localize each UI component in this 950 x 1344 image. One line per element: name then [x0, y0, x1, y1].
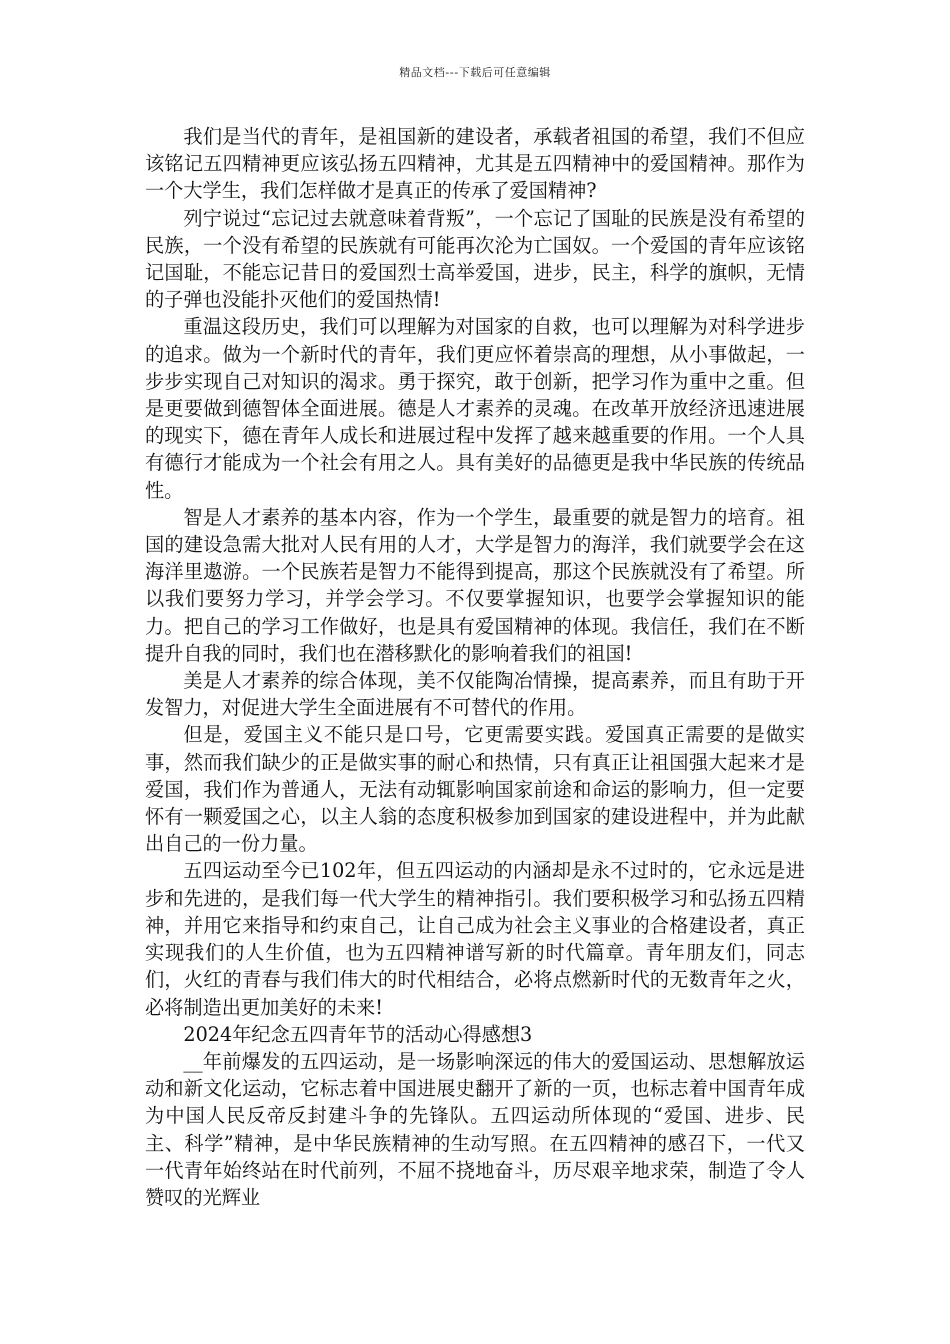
paragraph-2: 列宁说过“忘记过去就意味着背叛”，一个忘记了国耻的民族是没有希望的民族，一个没有希望的民族就有可能再次沦为亡国奴。一个爱国的青年应该铭记国耻，不能忘记昔日的爱国烈士高举爱国，进步，民主，科学的旗帜，无情的子弹也没能扑灭他们的爱国热情!: [145, 206, 805, 312]
page-header: 精品文档---下载后可任意编辑: [399, 66, 551, 79]
paragraph-1: 我们是当代的青年，是祖国新的建设者，承载者祖国的希望，我们不但应该铭记五四精神更应该弘扬五四精神，尤其是五四精神中的爱国精神。那作为一个大学生，我们怎样做才是真正的传承了爱国精神?: [145, 125, 805, 203]
paragraph-5: 美是人才素养的综合体现，美不仅能陶冶情操，提高素养，而且有助于开发智力，对促进大学生全面进展有不可替代的作用。: [145, 669, 805, 720]
document-body: [145, 123, 805, 1211]
paragraph-6: 但是，爱国主义不能只是口号，它更需要实践。爱国真正需要的是做实事，然而我们缺少的正是做实事的耐心和热情，只有真正让祖国强大起来才是爱国，我们作为普通人，无法有动辄影响国家前途和命运的影响力，但一定要怀有一颗爱国之心，以主人翁的态度积极参加到国家的建设进程中，并为此献出自己的一份力量。: [145, 723, 805, 856]
paragraph-4: 智是人才素养的基本内容，作为一个学生，最重要的就是智力的培育。祖国的建设急需大批对人民有用的人才，大学是智力的海洋，我们就要学会在这海洋里遨游。一个民族若是智力不能得到提高，那这个民族就没有了希望。所以我们要努力学习，并学会学习。不仅要掌握知识，也要学会掌握知识的能力。把自己的学习工作做好，也是具有爱国精神的体现。我信任，我们在不断提升自我的同时，我们也在潜移默化的影响着我们的祖国!: [145, 505, 805, 665]
section-heading: 2024年纪念五四青年节的活动心得感想3: [183, 1022, 533, 1046]
paragraph-8: __年前爆发的五四运动，是一场影响深远的伟大的爱国运动、思想解放运动和新文化运动，它标志着中国进展史翻开了新的一页，也标志着中国青年成为中国人民反帝反封建斗争的先锋队。五四运动所体现的“爱国、进步、民主、科学”精神，是中华民族精神的生动写照。在五四精神的感召下，一代又一代青年始终站在时代前列，不屈不挠地奋斗，历尽艰辛地求荣，制造了令人赞叹的光辉业: [145, 1049, 805, 1209]
paragraph-3: 重温这段历史，我们可以理解为对国家的自救，也可以理解为对科学进步的追求。做为一个新时代的青年，我们更应怀着崇高的理想，从小事做起，一步步实现自己对知识的渴求。勇于探究，敢于创新，把学习作为重中之重。但是更要做到德智体全面进展。德是人才素养的灵魂。在改革开放经济迅速进展的现实下，德在青年人成长和进展过程中发挥了越来越重要的作用。一个人具有德行才能成为一个社会有用之人。具有美好的品德更是我中华民族的传统品性。: [145, 315, 805, 502]
paragraph-7: 五四运动至今已102年，但五四运动的内涵却是永不过时的，它永远是进步和先进的，是我们每一代大学生的精神指引。我们要积极学习和弘扬五四精神，并用它来指导和约束自己，让自己成为社会主义事业的合格建设者，真正实现我们的人生价值，也为五四精神谱写新的时代篇章。青年朋友们，同志们，火红的青春与我们伟大的时代相结合，必将点燃新时代的无数青年之火，必将制造出更加美好的未来!: [145, 859, 805, 1019]
